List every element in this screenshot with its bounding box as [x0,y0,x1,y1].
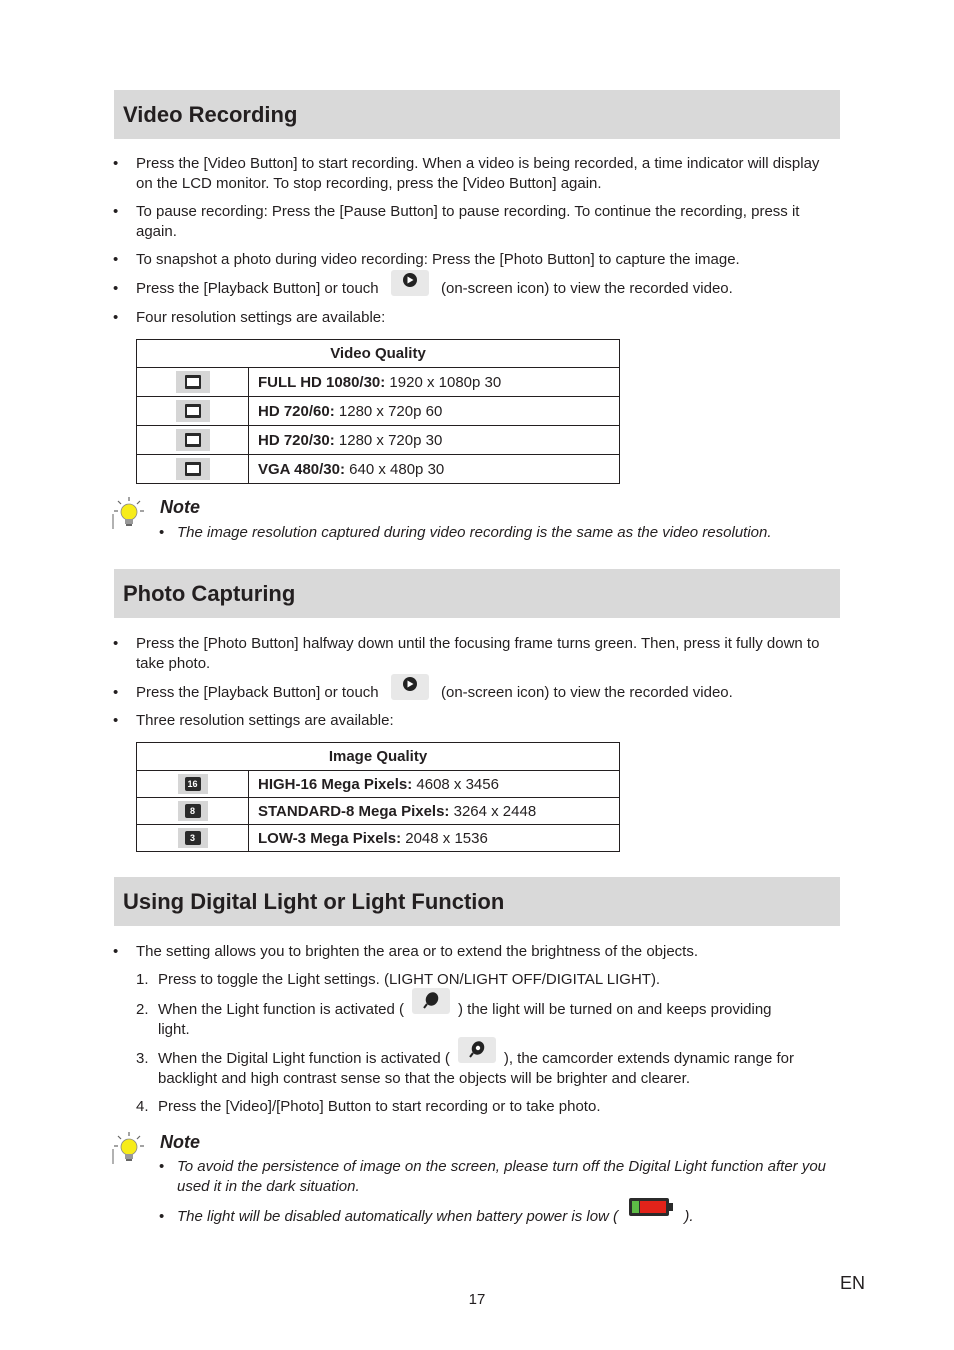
step-2-text: light. [158,1020,190,1038]
resolution-label: LOW-3 Mega Pixels: [258,829,402,847]
resolution-label: FULL HD 1080/30: [258,373,386,391]
playback-icon [391,674,429,700]
note-title: Note [160,497,200,517]
resolution-value: 1920 x 1080p 30 [385,373,502,391]
step-2-text: When the Light function is activated ( [158,1001,404,1018]
resolution-value: 640 x 480p 30 [345,460,445,478]
table-header: Video Quality [137,340,620,368]
bullet: • [113,712,119,729]
step-number: 3. [136,1050,149,1067]
note-title: Note [160,1132,200,1152]
section-header-photo-capturing [114,569,840,618]
page-number: 17 [468,1291,486,1308]
table-header: Image Quality [137,743,620,771]
section-header-video-recording [114,90,840,139]
table-row [137,426,620,455]
high-16mp-icon: 16 [178,774,208,794]
step-number: 4. [136,1098,149,1115]
video-item-3: To snapshot a photo during video recording: Press the [Photo Button] to capture the image. [136,251,740,268]
resolution-value: 2048 x 1536 [401,829,488,847]
video-quality-table [136,339,620,484]
playback-icon [391,270,429,296]
bullet: • [113,155,119,172]
step-3-text: ), the camcorder extends dynamic range for [503,1050,794,1067]
bullet: • [159,1208,165,1225]
digital-light-icon [458,1037,496,1063]
table-row [137,397,620,426]
full-hd-1080-icon [176,371,210,393]
resolution-intro: Four resolution settings are available: [136,309,386,326]
section-title: Using Digital Light or Light Function [123,889,505,914]
standard-8mp-icon: 8 [178,801,208,821]
step-1: Press to toggle the Light settings. (LIGHT ON/LIGHT OFF/DIGITAL LIGHT). [158,971,661,988]
resolution-label: HD 720/30: [258,431,335,449]
low-3mp-icon: 3 [178,828,208,848]
vga-480-icon [176,458,210,480]
playback-text-after: (on-screen icon) to view the recorded video. [440,684,733,701]
hd-720-30-icon [176,429,210,451]
hd-720-60-icon [176,400,210,422]
bullet: • [113,203,119,220]
language-label: EN [840,1273,866,1293]
bullet: • [113,943,119,960]
bullet: • [113,684,119,701]
resolution-label: HIGH-16 Mega Pixels: [258,775,413,793]
bullet: • [113,309,119,326]
resolution-label: HD 720/60: [258,402,335,420]
video-item-1: Press the [Video Button] to start recording. When a video is being recorded, a time indicator will display on the LCD monitor. To stop recording, press the [Video Button] again. [136,155,820,192]
note-text: The image resolution captured during video recording is the same as the video resolution. [177,524,772,541]
resolution-value: 1280 x 720p 60 [334,402,443,420]
table-row [137,798,620,825]
bullet: • [113,280,119,297]
resolution-value: 3264 x 2448 [449,802,537,820]
resolution-value: 4608 x 3456 [412,775,499,793]
bullet: • [113,635,119,652]
light-on-icon [412,988,450,1014]
section-header-digital-light [114,877,840,926]
section-title: Video Recording [123,102,298,127]
step-2 [158,1000,842,1039]
lightbulb-icon [112,496,146,530]
lightbulb-icon [112,1131,146,1165]
video-item-2: To pause recording: Press the [Pause Button] to pause recording. To continue the recording, press it again. [136,203,800,240]
battery-low-icon [628,1196,674,1224]
bullet: • [113,251,119,268]
video-playback-item [136,279,840,299]
resolution-value: 1280 x 720p 30 [334,431,443,449]
note-text-1: To avoid the persistence of image on the screen, please turn off the Digital Light function after you used it in the dark situation. [177,1158,827,1195]
step-2-text: ) the light will be turned on and keeps providing [457,1001,772,1018]
resolution-intro: Three resolution settings are available: [136,712,394,729]
note-text-2 [177,1207,845,1227]
step-3-text: backlight and high contrast sense so that the objects will be brighter and clearer. [158,1069,690,1087]
step-3-text: When the Digital Light function is activated ( [158,1050,450,1067]
step-number: 1. [136,971,149,988]
resolution-label: STANDARD-8 Mega Pixels: [258,802,450,820]
bullet: • [159,524,165,541]
playback-text-after: (on-screen icon) to view the recorded video. [440,280,733,297]
table-row [137,455,620,484]
section-title: Photo Capturing [123,581,296,606]
table-row [137,825,620,852]
photo-playback-item [136,683,840,703]
resolution-label: VGA 480/30: [258,460,345,478]
step-3 [158,1049,842,1088]
bullet: • [159,1158,165,1175]
image-quality-table [136,742,620,852]
playback-text-before: Press the [Playback Button] or touch [136,684,379,701]
note-text-2-before: The light will be disabled automatically when battery power is low ( [177,1208,619,1225]
step-4: Press the [Video]/[Photo] Button to start recording or to take photo. [158,1098,601,1115]
note-text-2-after: ). [684,1208,694,1225]
table-row [137,771,620,798]
photo-item-1: Press the [Photo Button] halfway down until the focusing frame turns green. Then, press it fully down to take photo. [136,635,820,672]
light-intro: The setting allows you to brighten the area or to extend the brightness of the objects. [136,943,699,960]
step-number: 2. [136,1001,149,1018]
playback-text-before: Press the [Playback Button] or touch [136,280,379,297]
table-row [137,368,620,397]
